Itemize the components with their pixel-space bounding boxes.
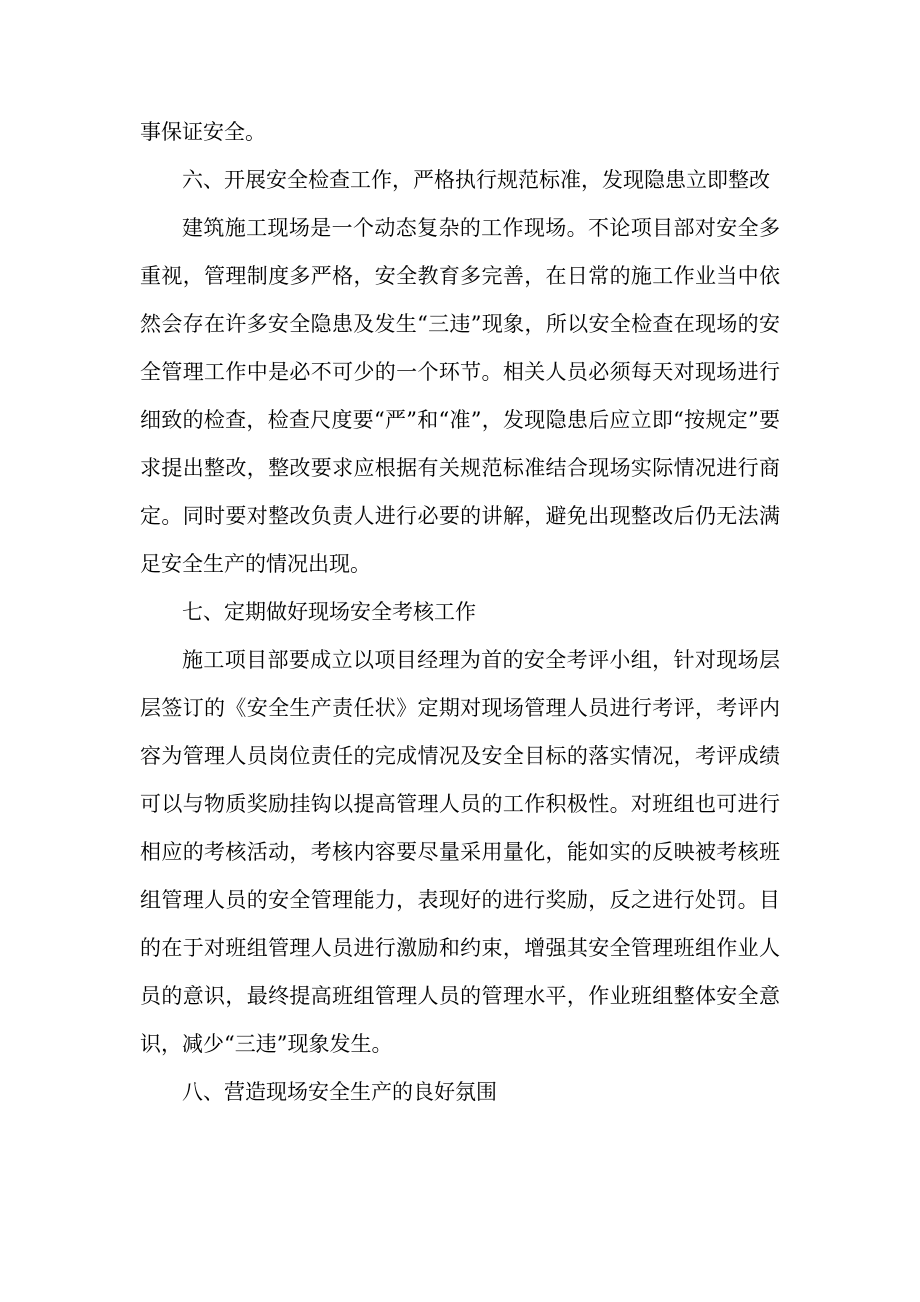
paragraph-continuation: 事保证安全。 [140,120,266,144]
section-heading-8: 八、营造现场安全生产的良好氛围 [182,1080,497,1104]
paragraph-safety-assessment: 施工项目部要成立以项目经理为首的安全考评小组，针对现场层层签订的《安全生产责任状》定期对现场管理人员进行考评，考评内容为管理人员岗位责任的完成情况及安全目标的落实情况，考评成绩可以与物质奖励挂钩以提高管理人员的工作积极性。对班组也可进行相应的考核活动，考核内容要尽量采用量化，能如实的反映被考核班组管理人员的安全管理能力，表现好的进行奖励，反之进行处罚。目的在于对班组管理人员进行激励和约束，增强其安全管理班组作业人员的意识，最终提高班组管理人员的管理水平，作业班组整体安全意识，减少“三违”现象发生。 [140,648,780,1056]
paragraph-safety-inspection: 建筑施工现场是一个动态复杂的工作现场。不论项目部对安全多重视，管理制度多严格，安全教育多完善，在日常的施工作业当中依然会存在许多安全隐患及发生“三违”现象，所以安全检查在现场的安全管理工作中是必不可少的一个环节。相关人员必须每天对现场进行细致的检查，检查尺度要“严”和“准”，发现隐患后应立即“按规定”要求提出整改，整改要求应根据有关规范标准结合现场实际情况进行商定。同时要对整改负责人进行必要的讲解，避免出现整改后仍无法满足安全生产的情况出现。 [140,216,780,576]
section-heading-7: 七、定期做好现场安全考核工作 [182,600,476,624]
document-page [140,108,780,1116]
section-heading-6: 六、开展安全检查工作，严格执行规范标准，发现隐患立即整改 [182,168,770,192]
